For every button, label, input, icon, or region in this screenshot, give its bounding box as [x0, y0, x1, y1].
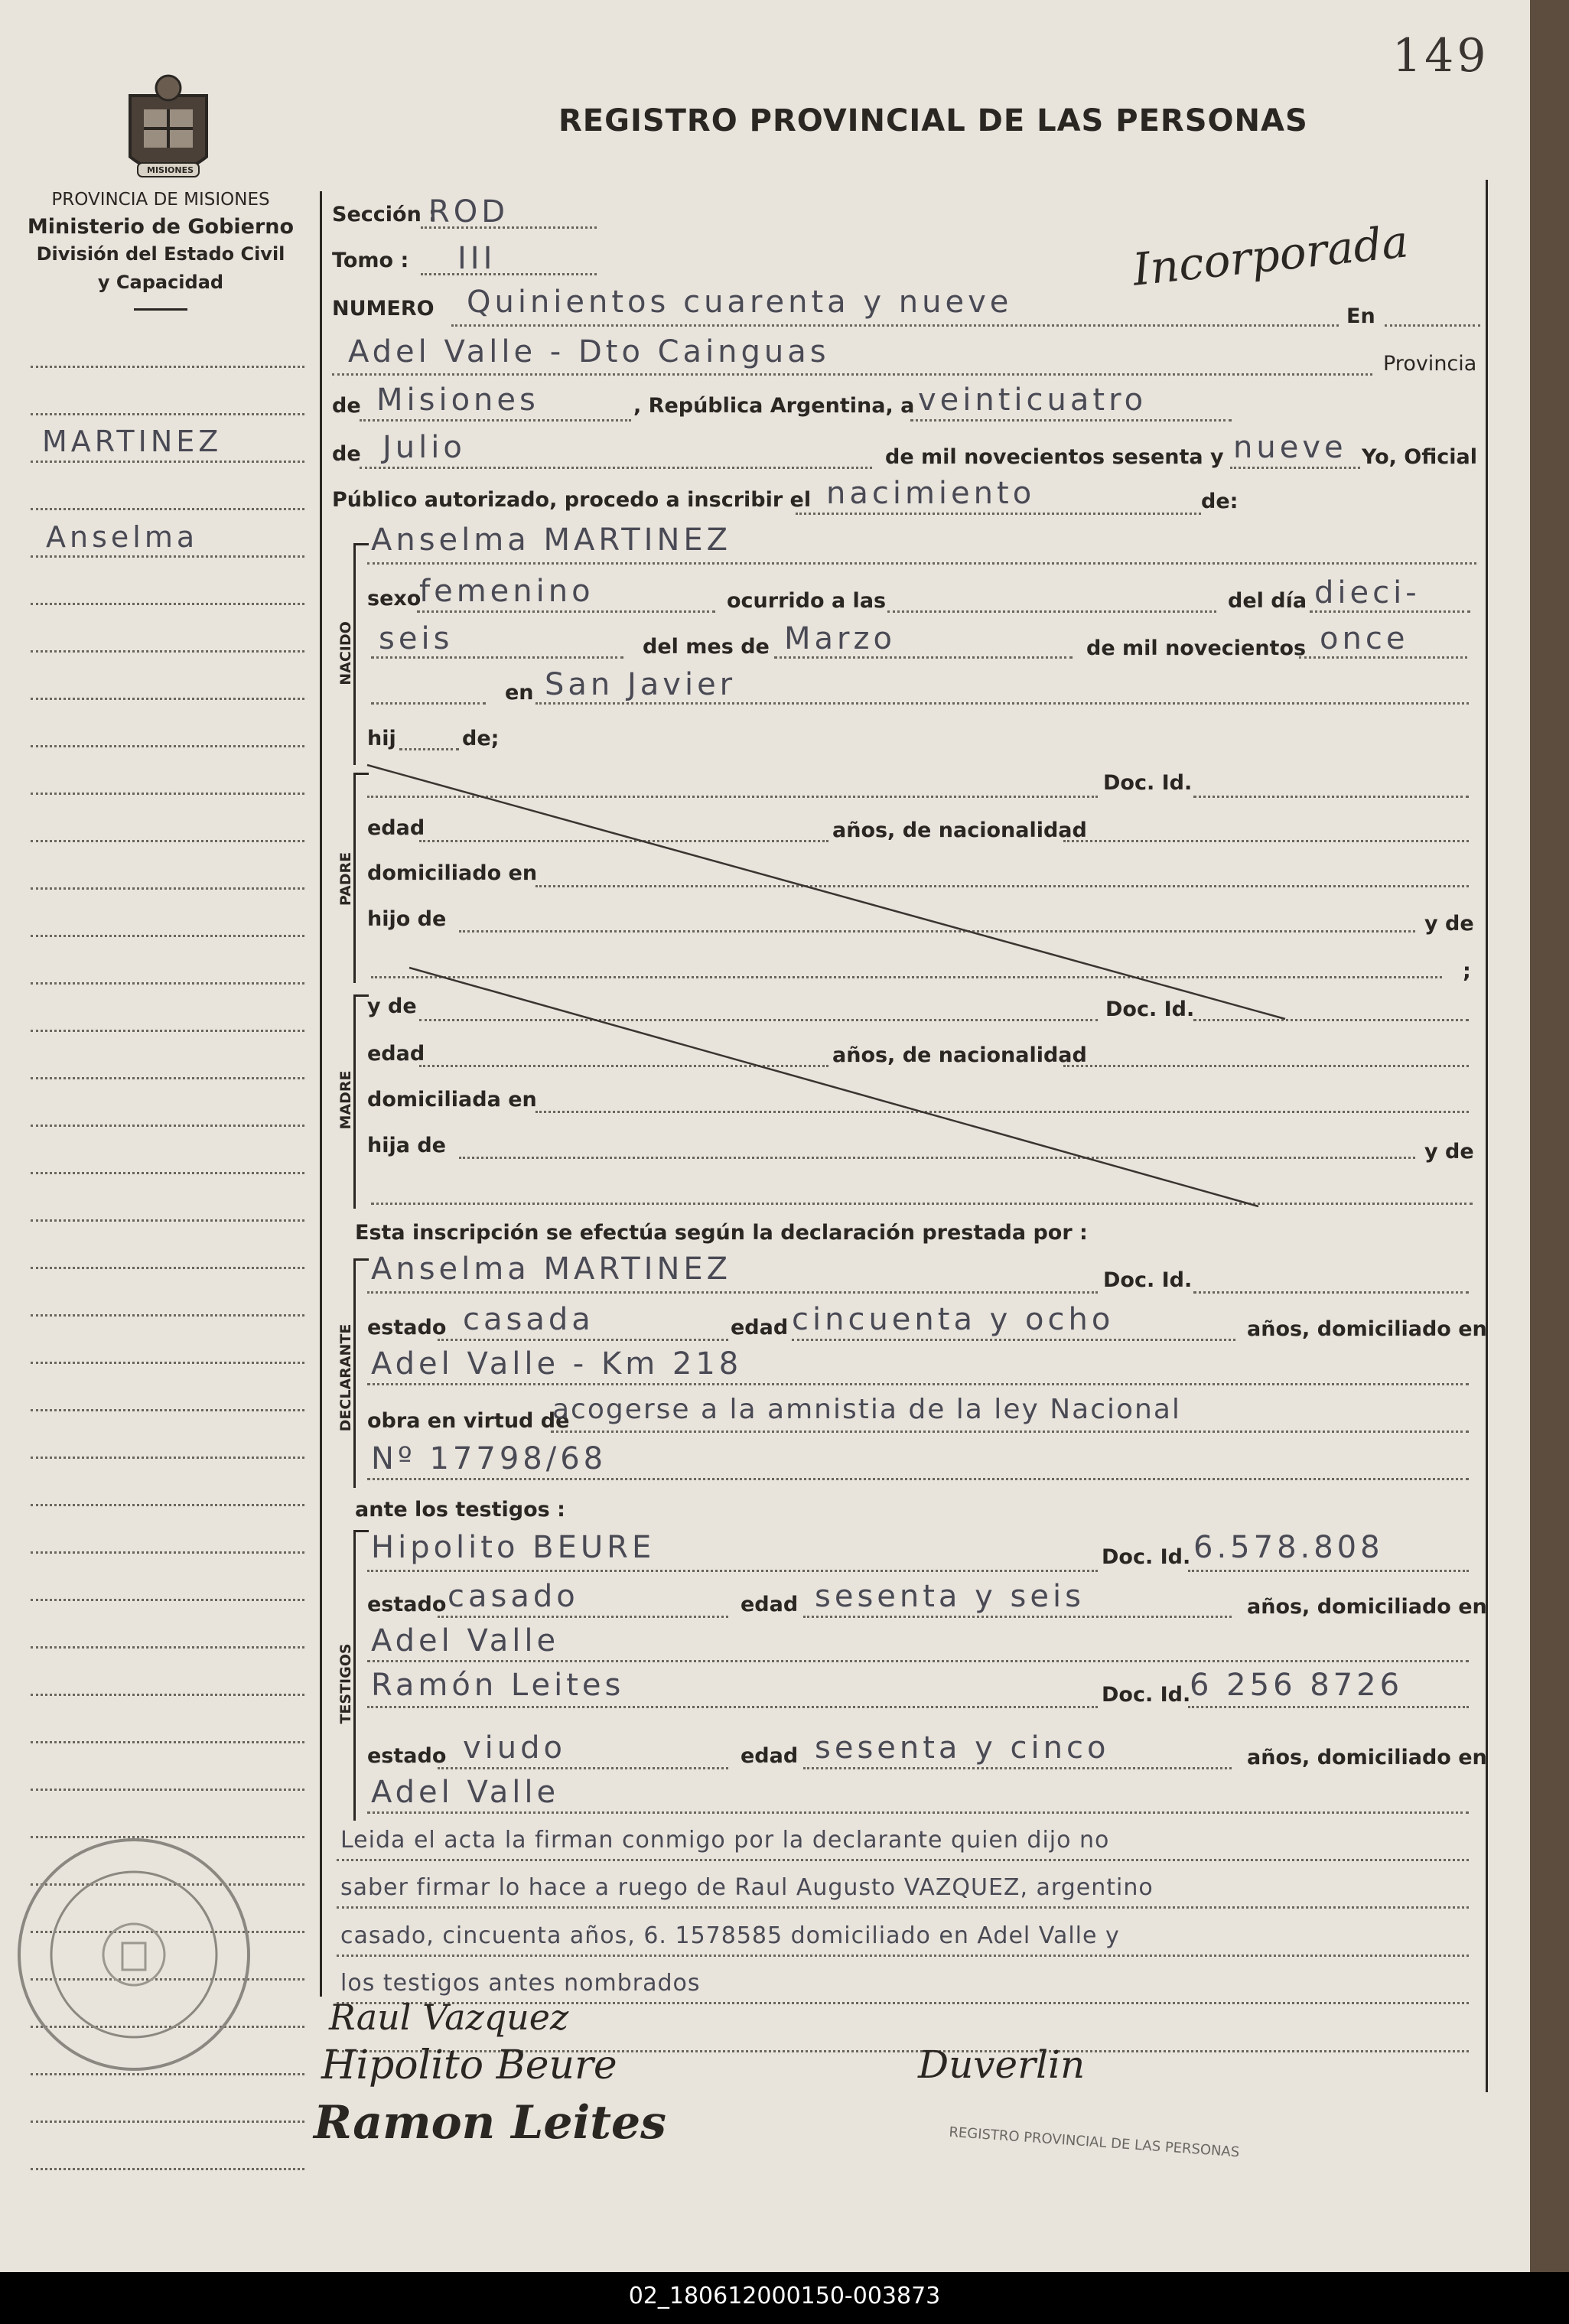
- testigo2-anos-label: años, domiciliado en: [1247, 1746, 1487, 1769]
- declarante-estado-label: estado: [367, 1316, 447, 1339]
- testigo1-doc-value: 6.578.808: [1193, 1530, 1384, 1565]
- nota-text-2: saber firmar lo hace a ruego de Raul Augusto VAZQUEZ, argentino: [340, 1874, 1154, 1901]
- margin-ruled-line: [31, 1789, 304, 1791]
- signature-leites: Ramon Leites: [314, 2096, 666, 2150]
- incorporada-annotation: Incorporada: [1130, 215, 1411, 296]
- file-id-footer: [0, 2272, 1569, 2324]
- testigo1-edad-label: edad: [741, 1593, 799, 1616]
- page-title: REGISTRO PROVINCIAL DE LAS PERSONAS: [558, 103, 1308, 138]
- signature-official: Duverlin: [918, 2042, 1086, 2087]
- testigo1-estado-line: [438, 1616, 728, 1618]
- testigo2-doc-label: Doc. Id.: [1102, 1683, 1191, 1707]
- declarante-side-label: DECLARANTE: [337, 1323, 354, 1432]
- nacido-side-label: NACIDO: [337, 621, 354, 685]
- declaracion-label: Esta inscripción se efectúa según la declaración prestada por :: [355, 1221, 1088, 1245]
- mes-nac-value: Marzo: [784, 621, 896, 656]
- testigo2-estado-line: [438, 1767, 728, 1769]
- madre-anos-label: años, de nacionalidad: [832, 1043, 1087, 1067]
- testigo1-domicilio-value: Adel Valle: [371, 1623, 560, 1658]
- testigo2-nombre-value: Ramón Leites: [371, 1668, 625, 1703]
- testigo2-edad-line: [803, 1767, 1232, 1769]
- testigo2-domicilio-line: [367, 1811, 1469, 1814]
- file-id-text: 02_180612000150-003873: [628, 2283, 941, 2309]
- declarante-nombre-line: [367, 1291, 1098, 1294]
- division-heading: División del Estado Civil: [36, 243, 285, 265]
- del-mes-label: del mes de: [643, 635, 770, 659]
- testigos-side-label: TESTIGOS: [337, 1643, 354, 1724]
- numero-value: Quinientos cuarenta y nueve: [467, 285, 1013, 320]
- acto-value: nacimiento: [826, 476, 1036, 511]
- margin-ruled-line: [31, 1551, 304, 1554]
- yo-oficial-label: Yo, Oficial: [1362, 445, 1477, 469]
- margin-ruled-line: [31, 1741, 304, 1743]
- book-binding-edge: [1530, 0, 1569, 2272]
- obra-line-2: [367, 1478, 1469, 1480]
- declarante-doc-line: [1193, 1291, 1469, 1294]
- testigo2-doc-line: [1188, 1706, 1469, 1708]
- declarante-nombre-value: Anselma MARTINEZ: [371, 1252, 732, 1287]
- nombre-value: Anselma MARTINEZ: [371, 522, 732, 558]
- ministry-heading: Ministerio de Gobierno: [27, 215, 295, 239]
- testigo1-nombre-value: Hipolito BEURE: [371, 1530, 656, 1565]
- padre-cross-out-line: [367, 765, 1285, 1019]
- anio-nac-value: once: [1320, 621, 1409, 656]
- margin-ruled-line: [31, 1646, 304, 1649]
- declarante-edad-value: cincuenta y ocho: [792, 1302, 1115, 1337]
- seccion-value: ROD: [428, 194, 509, 229]
- testigo1-edad-line: [803, 1616, 1232, 1618]
- testigo1-domicilio-line: [367, 1660, 1469, 1662]
- mes-value: Julio: [382, 430, 466, 465]
- sexo-value: femenino: [419, 574, 594, 609]
- testigo1-anos-label: años, domiciliado en: [1247, 1595, 1487, 1619]
- margin-ruled-line: [31, 2121, 304, 2123]
- declarante-edad-line: [792, 1339, 1235, 1341]
- nota-text-4: los testigos antes nombrados: [340, 1970, 701, 1997]
- dia-value: veinticuatro: [918, 382, 1147, 418]
- de-label: de: [332, 394, 361, 418]
- testigo2-edad-value: sesenta y cinco: [815, 1730, 1110, 1766]
- padre-doc-label: Doc. Id.: [1103, 771, 1193, 795]
- dia-nac-value-2: seis: [379, 621, 454, 656]
- margin-ruled-line: [31, 1694, 304, 1696]
- page-number: 149: [1392, 29, 1489, 83]
- testigo1-estado-label: estado: [367, 1593, 447, 1616]
- declarante-bracket-top: [353, 1258, 369, 1261]
- anio-value: nueve: [1233, 430, 1347, 465]
- padre-semicolon: ;: [1463, 959, 1471, 983]
- en-nac-label: en: [505, 681, 534, 705]
- madre-y-de-label: y de: [367, 994, 417, 1018]
- tomo-label: Tomo :: [332, 249, 409, 272]
- testigo1-edad-value: sesenta y seis: [815, 1579, 1085, 1614]
- madre-domicilio-label: domiciliada en: [367, 1088, 537, 1112]
- division-heading-2: y Capacidad: [97, 272, 224, 293]
- testigo2-domicilio-value: Adel Valle: [371, 1775, 560, 1810]
- declarante-anos-label: años, domiciliado en: [1247, 1317, 1487, 1341]
- nota-line-1: [337, 1859, 1469, 1861]
- ante-testigos-label: ante los testigos :: [355, 1498, 565, 1522]
- madre-doc-label: Doc. Id.: [1105, 998, 1195, 1021]
- madre-edad-label: edad: [367, 1042, 425, 1066]
- ocurrido-label: ocurrido a las: [727, 589, 887, 613]
- margin-ruled-line: [31, 1599, 304, 1601]
- de-mil-label-2: de mil novecientos: [1086, 636, 1307, 660]
- publico-label: Público autorizado, procedo a inscribir el: [332, 488, 812, 512]
- declarante-estado-value: casada: [463, 1302, 594, 1337]
- provincia-label: Provincia: [1383, 352, 1477, 376]
- padre-domicilio-label: domiciliado en: [367, 861, 538, 885]
- testigo2-edad-label: edad: [741, 1744, 799, 1768]
- de-semicolon-label: de;: [462, 727, 500, 750]
- lugar-value: Adel Valle - Dto Cainguas: [348, 334, 830, 369]
- nota-line-3: [337, 1955, 1469, 1957]
- nota-text-3: casado, cincuenta años, 6. 1578585 domiciliado en Adel Valle y: [340, 1922, 1120, 1949]
- madre-cross-out-line: [409, 968, 1258, 1206]
- en-label: En: [1346, 304, 1375, 328]
- testigo2-nombre-line: [367, 1706, 1098, 1708]
- declarante-doc-label: Doc. Id.: [1103, 1268, 1193, 1292]
- lugar-nac-value: San Javier: [545, 667, 737, 702]
- madre-y-de-label-2: y de: [1424, 1140, 1474, 1164]
- tomo-value: III: [457, 241, 496, 276]
- testigo1-doc-line: [1188, 1570, 1469, 1572]
- obra-value-2: Nº 17798/68: [371, 1441, 607, 1476]
- province-heading: PROVINCIA DE MISIONES: [51, 190, 270, 210]
- padre-anos-label: años, de nacionalidad: [832, 819, 1087, 842]
- padre-edad-label: edad: [367, 816, 425, 840]
- declarante-domicilio-line: [367, 1383, 1469, 1385]
- nota-text-1: Leida el acta la firman conmigo por la declarante quien dijo no: [340, 1827, 1110, 1854]
- seccion-label: Sección :: [332, 203, 437, 226]
- obra-value-1: acogerse a la amnistia de la ley Nacional: [552, 1394, 1181, 1425]
- hijo-de-label: hijo de: [367, 907, 447, 931]
- nota-line-2: [337, 1906, 1469, 1909]
- hija-de-label: hija de: [367, 1134, 446, 1157]
- obra-line: [551, 1431, 1469, 1433]
- republica-label: , República Argentina, a: [633, 394, 915, 418]
- dia-nac-value-1: dieci-: [1314, 575, 1421, 610]
- numero-label: NUMERO: [332, 297, 435, 321]
- testigos-bracket-top: [353, 1530, 369, 1532]
- provincia-value: Misiones: [376, 382, 539, 418]
- declarante-edad-label: edad: [731, 1316, 789, 1339]
- del-dia-label: del día: [1228, 589, 1307, 613]
- declarante-estado-line: [438, 1339, 728, 1341]
- testigo1-doc-label: Doc. Id.: [1102, 1545, 1191, 1569]
- registry-round-seal: [8, 1828, 260, 2081]
- madre-side-label: MADRE: [337, 1070, 354, 1130]
- padre-side-label: PADRE: [337, 851, 354, 906]
- de-mil-label: de mil novecientos sesenta y: [885, 445, 1224, 469]
- signature-beure: Hipolito Beure: [321, 2042, 617, 2088]
- testigo1-nombre-line: [367, 1570, 1098, 1572]
- sexo-label: sexo: [367, 587, 422, 610]
- signature-vazquez: Raul Vazquez: [329, 1997, 569, 2038]
- margin-surname: MARTINEZ: [42, 425, 223, 458]
- testigo1-estado-value: casado: [448, 1579, 579, 1614]
- official-stamp: REGISTRO PROVINCIAL DE LAS PERSONAS: [948, 2124, 1240, 2161]
- obra-label: obra en virtud de: [367, 1409, 570, 1433]
- testigo2-estado-value: viudo: [463, 1730, 566, 1766]
- margin-given-name: Anselma: [46, 520, 199, 554]
- hij-label: hij: [367, 727, 396, 750]
- de-label-2: de: [332, 442, 361, 466]
- testigo2-estado-label: estado: [367, 1744, 447, 1768]
- padre-y-de-label: y de: [1424, 912, 1474, 936]
- testigo2-doc-value: 6 256 8726: [1190, 1668, 1404, 1703]
- de-colon-label: de:: [1201, 490, 1239, 513]
- crest-label: MISIONES: [147, 165, 194, 175]
- margin-ruled-line: [31, 2168, 304, 2170]
- declarante-domicilio-value: Adel Valle - Km 218: [371, 1346, 743, 1382]
